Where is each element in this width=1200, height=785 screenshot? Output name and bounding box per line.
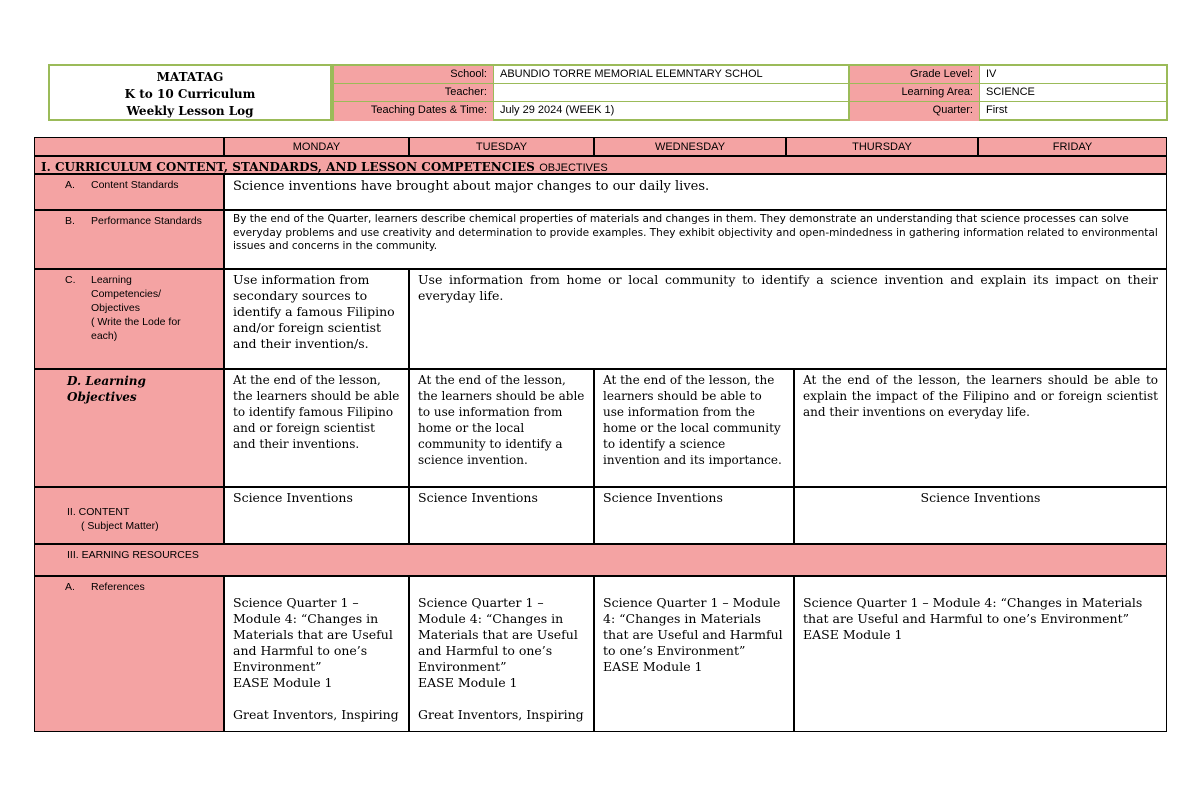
references-letter: A. — [65, 581, 75, 593]
references-tuesday-text: Science Quarter 1 – Module 4: “Changes in Materials that are Useful and Harmful to one’s Environment” EASE Module 1 Great Inventors, Inspiring — [418, 595, 584, 722]
dates-label: Teaching Dates & Time: — [370, 104, 487, 116]
references-label-cell — [34, 576, 224, 732]
content-tuesday-cell — [409, 487, 594, 544]
day-thursday-label: THURSDAY — [852, 141, 912, 153]
area-label: Learning Area: — [901, 86, 973, 98]
competencies-rest-text: Use information from home or local community to identify a science invention and explain its impact on their everyday life. — [418, 272, 1158, 303]
competencies-monday-text: Use information from secondary sources to identify a famous Filipino and/or foreign scientist and their invention/s. — [233, 272, 395, 351]
performance-standards-text: By the end of the Quarter, learners describe chemical properties of materials and changes in them. They demonstrate an understanding that science processes can solve everyday problems and use creativity and determination to provide examples. They exhibit objectivity and open-mindedness in gathering information related to environmental issues and concerns in the community. — [233, 213, 1158, 252]
performance-standards-letter: B. — [65, 215, 75, 227]
grade-value-cell — [980, 66, 1166, 84]
day-header-friday — [978, 137, 1167, 156]
day-header-blank — [34, 137, 224, 156]
header-title-line3: Weekly Lesson Log — [126, 104, 254, 118]
teacher-label: Teacher: — [444, 86, 487, 98]
school-value-cell — [494, 66, 850, 84]
dates-value: July 29 2024 (WEEK 1) — [500, 104, 615, 116]
day-monday-label: MONDAY — [292, 141, 341, 153]
references-tuesday-cell — [409, 576, 594, 732]
objectives-tuesday-text: At the end of the lesson, the learners should be able to use information from home or the local community to identify a science invention. — [418, 373, 585, 467]
resources-header — [34, 544, 1167, 576]
section-curriculum-header — [34, 156, 1167, 174]
header-info-box — [332, 64, 1168, 121]
objectives-thu-fri-text: At the end of the lesson, the learners should be able to explain the impact of the Filipino and or foreign scientist and their inventions on everyday life. — [803, 373, 1158, 419]
grade-value: IV — [986, 68, 997, 80]
day-friday-label: FRIDAY — [1052, 141, 1093, 153]
performance-standards-label-cell — [34, 210, 224, 269]
references-thu-fri-text: Science Quarter 1 – Module 4: “Changes in Materials that are Useful and Harmful to one’s Environment” EASE Module 1 — [803, 595, 1143, 642]
content-standards-letter: A. — [65, 179, 75, 191]
content-thu-fri-text: Science Inventions — [920, 490, 1041, 505]
objectives-monday-text: At the end of the lesson, the learners should be able to identify famous Filipino and or foreign scientist and their inventions. — [233, 373, 400, 451]
objectives-monday-cell — [224, 369, 409, 487]
competencies-label: Learning Competencies/ Objectives ( Write the Lode for each) — [91, 274, 181, 342]
references-label: References — [91, 581, 145, 593]
area-value-cell — [980, 84, 1166, 102]
competencies-label-cell — [34, 269, 224, 369]
quarter-label: Quarter: — [932, 104, 973, 116]
content-tuesday-text: Science Inventions — [418, 490, 538, 505]
day-tuesday-label: TUESDAY — [475, 141, 528, 153]
references-monday-text: Science Quarter 1 – Module 4: “Changes in Materials that are Useful and Harmful to one’s Environment” EASE Module 1 Great Inventors, Inspiring — [233, 595, 399, 722]
content-standards-value-cell — [224, 174, 1167, 210]
objectives-wednesday-text: At the end of the lesson, the learners should be able to use information from the home or the local community to identify a science invention and its importance. — [603, 373, 782, 467]
content-wednesday-text: Science Inventions — [603, 490, 723, 505]
objectives-label-cell — [34, 369, 224, 487]
quarter-value-cell — [980, 102, 1166, 121]
header-title-box — [48, 64, 332, 121]
competencies-rest-cell — [409, 269, 1167, 369]
school-value: ABUNDIO TORRE MEMORIAL ELEMNTARY SCHOL — [500, 68, 763, 80]
teacher-label-cell — [334, 84, 494, 102]
day-header-monday — [224, 137, 409, 156]
performance-standards-label: Performance Standards — [91, 215, 202, 227]
content-standards-text: Science inventions have brought about major changes to our daily lives. — [233, 179, 710, 194]
header-title-line1: MATATAG — [156, 70, 224, 84]
references-wednesday-cell — [594, 576, 794, 732]
content-standards-label-cell — [34, 174, 224, 210]
area-label-cell — [850, 84, 980, 102]
school-label-cell — [334, 66, 494, 84]
content-label-line1: II. CONTENT — [67, 506, 130, 518]
grade-label-cell — [850, 66, 980, 84]
objectives-tuesday-cell — [409, 369, 594, 487]
objectives-wednesday-cell — [594, 369, 794, 487]
content-label-line2: ( Subject Matter) — [81, 520, 159, 532]
content-monday-cell — [224, 487, 409, 544]
dates-label-cell — [334, 102, 494, 121]
resources-title: III. EARNING RESOURCES — [67, 549, 199, 561]
competencies-monday-cell — [224, 269, 409, 369]
content-label-cell — [34, 487, 224, 544]
objectives-label: D. Learning Objectives — [67, 374, 146, 404]
performance-standards-value-cell — [224, 210, 1167, 269]
section-curriculum-title: I. CURRICULUM CONTENT, STANDARDS, AND LESSON COMPETENCIES — [41, 160, 535, 174]
section-curriculum-suffix: OBJECTIVES — [539, 162, 608, 174]
day-wednesday-label: WEDNESDAY — [654, 141, 726, 153]
quarter-value: First — [986, 104, 1008, 116]
area-value: SCIENCE — [986, 86, 1035, 98]
content-standards-label: Content Standards — [91, 179, 179, 191]
content-thu-fri-cell — [794, 487, 1167, 544]
content-monday-text: Science Inventions — [233, 490, 353, 505]
references-monday-cell — [224, 576, 409, 732]
day-header-thursday — [786, 137, 978, 156]
quarter-label-cell — [850, 102, 980, 121]
teacher-value-cell — [494, 84, 850, 102]
competencies-letter: C. — [65, 274, 76, 286]
school-label: School: — [450, 68, 487, 80]
references-thu-fri-cell — [794, 576, 1167, 732]
day-header-wednesday — [594, 137, 786, 156]
content-wednesday-cell — [594, 487, 794, 544]
grade-label: Grade Level: — [910, 68, 973, 80]
dates-value-cell — [494, 102, 850, 121]
header-title-line2: K to 10 Curriculum — [124, 87, 256, 101]
references-wednesday-text: Science Quarter 1 – Module 4: “Changes in Materials that are Useful and Harmful to one’s Environment” EASE Module 1 — [603, 595, 783, 674]
day-header-tuesday — [409, 137, 594, 156]
objectives-thu-fri-cell — [794, 369, 1167, 487]
